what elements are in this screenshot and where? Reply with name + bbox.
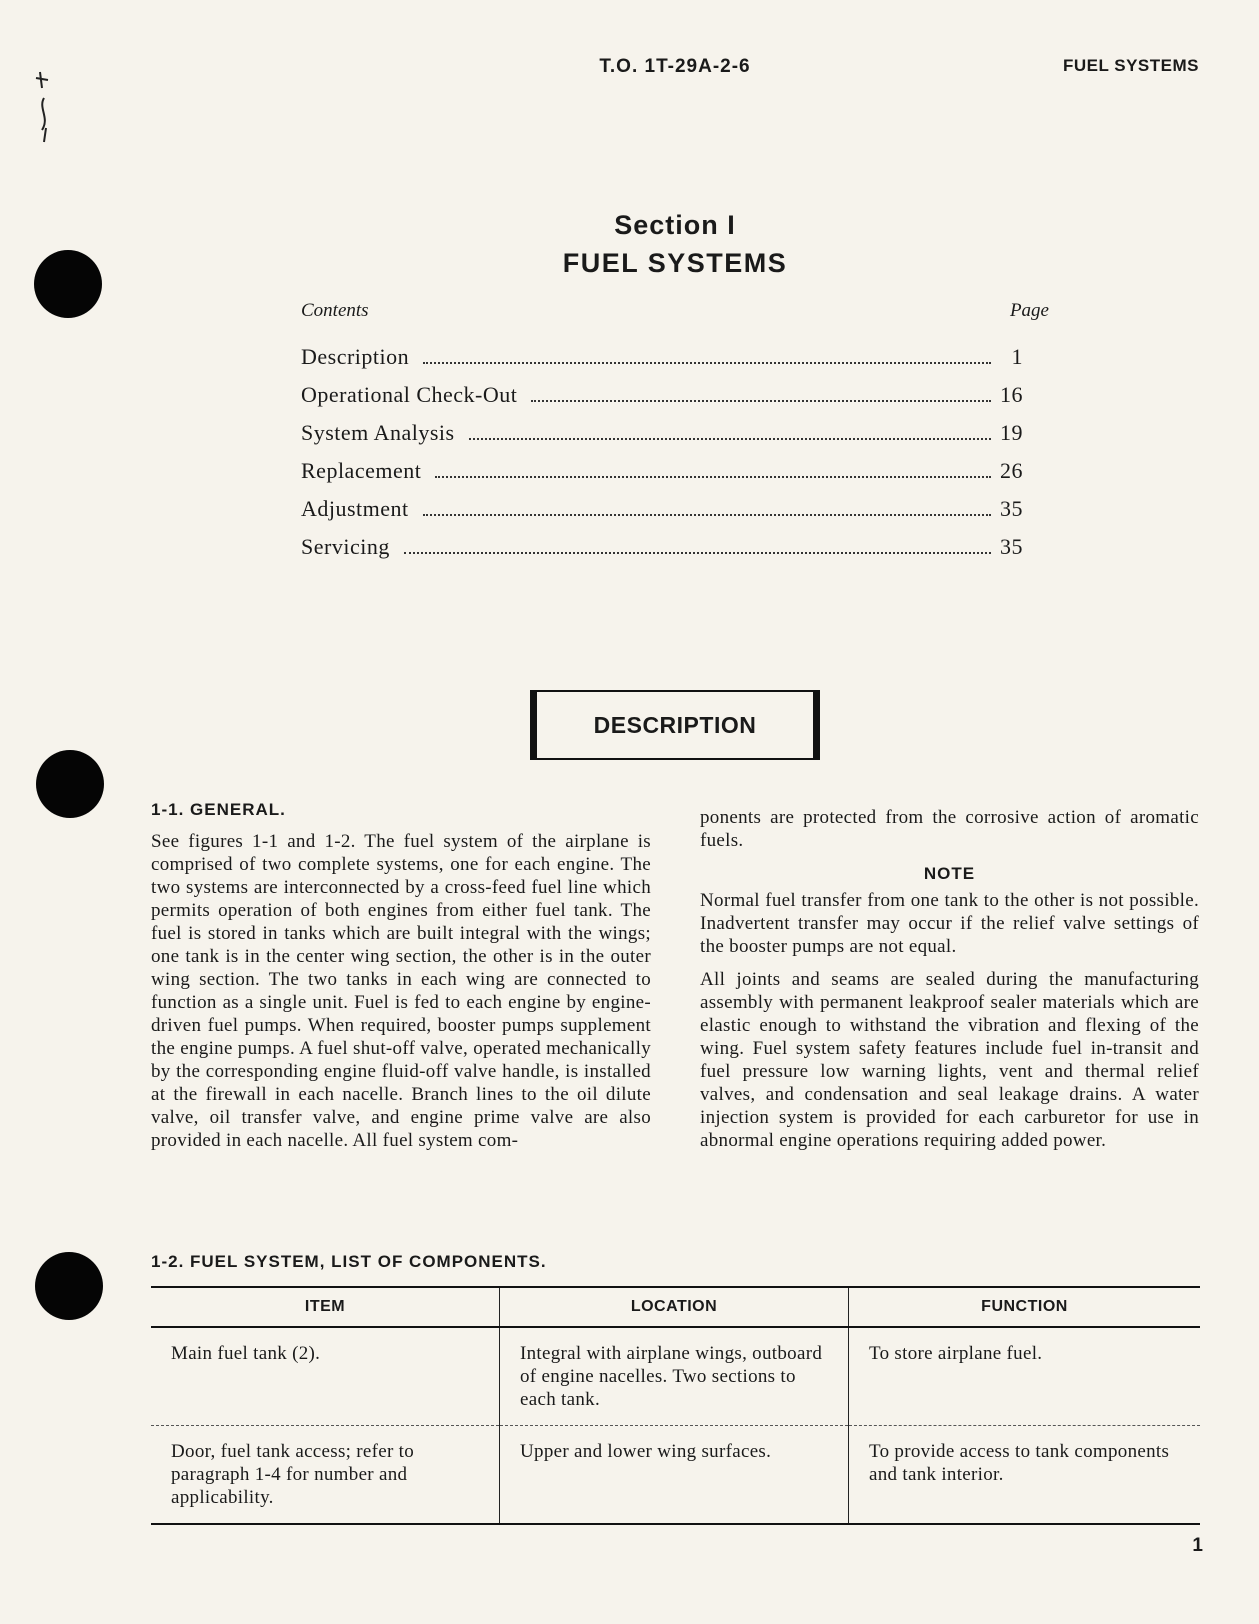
body-column-left xyxy=(151,830,651,1162)
paragraph-heading-components: 1-2. FUEL SYSTEM, LIST OF COMPONENTS. xyxy=(151,1252,547,1271)
cell-function: To provide access to tank components and tank interior. xyxy=(849,1426,1201,1525)
cell-item: Door, fuel tank access; refer to paragraph 1-4 for number and applicability. xyxy=(151,1426,500,1525)
toc-entry-page: 19 xyxy=(1000,420,1023,445)
toc-entry-label: Adjustment xyxy=(301,496,409,521)
toc-leader-dots xyxy=(423,362,991,364)
toc-leader-dots xyxy=(469,438,991,440)
cell-location: Upper and lower wing surfaces. xyxy=(500,1426,849,1525)
body-column-right xyxy=(700,806,1199,1162)
toc-entry-page: 1 xyxy=(1011,344,1023,369)
toc-entry-label: System Analysis xyxy=(301,420,455,445)
toc-entry-label: Operational Check-Out xyxy=(301,382,518,407)
toc-entry-page: 35 xyxy=(1000,534,1023,559)
toc-entry xyxy=(301,382,1023,420)
table-of-contents xyxy=(301,344,1023,572)
column-header-function: FUNCTION xyxy=(849,1287,1201,1327)
binder-hole-bottom xyxy=(35,1252,103,1320)
toc-leader-dots xyxy=(404,552,991,554)
note-text: Normal fuel transfer from one tank to the other is not possible. Inadvertent transfer may occur if the relief valve settings of the booster pumps are not equal. xyxy=(700,890,1199,957)
table-header-row xyxy=(151,1287,1200,1327)
column-header-location: LOCATION xyxy=(500,1287,849,1327)
cell-item: Main fuel tank (2). xyxy=(151,1327,500,1426)
binder-hole-middle xyxy=(36,750,104,818)
general-paragraph-text: See figures 1-1 and 1-2. The fuel system of the airplane is comprised of two complete systems, one for each engine. The two systems are interconnected by a cross-feed fuel line which permits operation of both engines from either fuel tank. The fuel is stored in tanks which are built integral with the wings; one tank is in the center wing section, the other is in the outer wing section. The two tanks in each wing are connected to function as a single unit. Fuel is fed to each engine by engine-driven fuel pumps. When required, booster pumps supplement the engine pumps. A fuel shut-off valve, operated mechanically by the corresponding engine fluid-off valve handle, is installed at the firewall in each nacelle. Branch lines to the oil dilute valve, oil transfer valve, and engine prime valve are also provided in each nacelle. All fuel system com- xyxy=(151,831,651,1151)
section-title: FUEL SYSTEMS xyxy=(562,248,788,278)
running-title: FUEL SYSTEMS xyxy=(1062,56,1199,75)
toc-header xyxy=(301,300,1049,322)
toc-leader-dots xyxy=(423,514,991,516)
description-heading-box: DESCRIPTION xyxy=(530,690,820,760)
toc-entry-label: Description xyxy=(301,344,410,369)
page-number: 1 xyxy=(1192,1535,1203,1556)
cell-function: To store airplane fuel. xyxy=(849,1327,1201,1426)
toc-entry-page: 35 xyxy=(1000,496,1023,521)
toc-entry xyxy=(301,420,1023,458)
toc-leader-dots xyxy=(435,476,991,478)
paragraph-heading-general: 1-1. GENERAL. xyxy=(151,800,286,819)
toc-entry xyxy=(301,458,1023,496)
toc-entry xyxy=(301,534,1023,572)
section-number: Section I xyxy=(614,210,736,240)
general-paragraph-continuation: ponents are protected from the corrosive action of aromatic fuels. xyxy=(700,807,1199,851)
note-title: NOTE xyxy=(923,864,976,883)
toc-contents-label: Contents xyxy=(301,300,369,321)
margin-scribble-icon xyxy=(30,68,60,148)
toc-page-label: Page xyxy=(1009,300,1049,321)
cell-location: Integral with airplane wings, outboard of engine nacelles. Two sections to each tank. xyxy=(500,1327,849,1426)
table-row xyxy=(151,1327,1200,1426)
toc-entry xyxy=(301,496,1023,534)
toc-entry-page: 16 xyxy=(1000,382,1023,407)
sealing-paragraph-text: All joints and seams are sealed during the manufacturing assembly with permanent leakproof sealer materials which are elastic enough to withstand the vibration and flexing of the wing. Fuel system safety features include fuel in-transit and fuel pressure low warning lights, vent and thermal relief valves, and condensation and seal leakage drains. A water injection system is provided for each carburetor for use in abnormal engine operations requiring added power. xyxy=(700,969,1199,1151)
toc-leader-dots xyxy=(531,400,991,402)
document-number: T.O. 1T-29A-2-6 xyxy=(599,56,751,77)
table-row xyxy=(151,1426,1200,1525)
toc-entry-label: Servicing xyxy=(301,534,390,559)
toc-entry-page: 26 xyxy=(1000,458,1023,483)
toc-entry xyxy=(301,344,1023,382)
toc-entry-label: Replacement xyxy=(301,458,422,483)
column-header-item: ITEM xyxy=(151,1287,500,1327)
components-table xyxy=(151,1286,1200,1525)
